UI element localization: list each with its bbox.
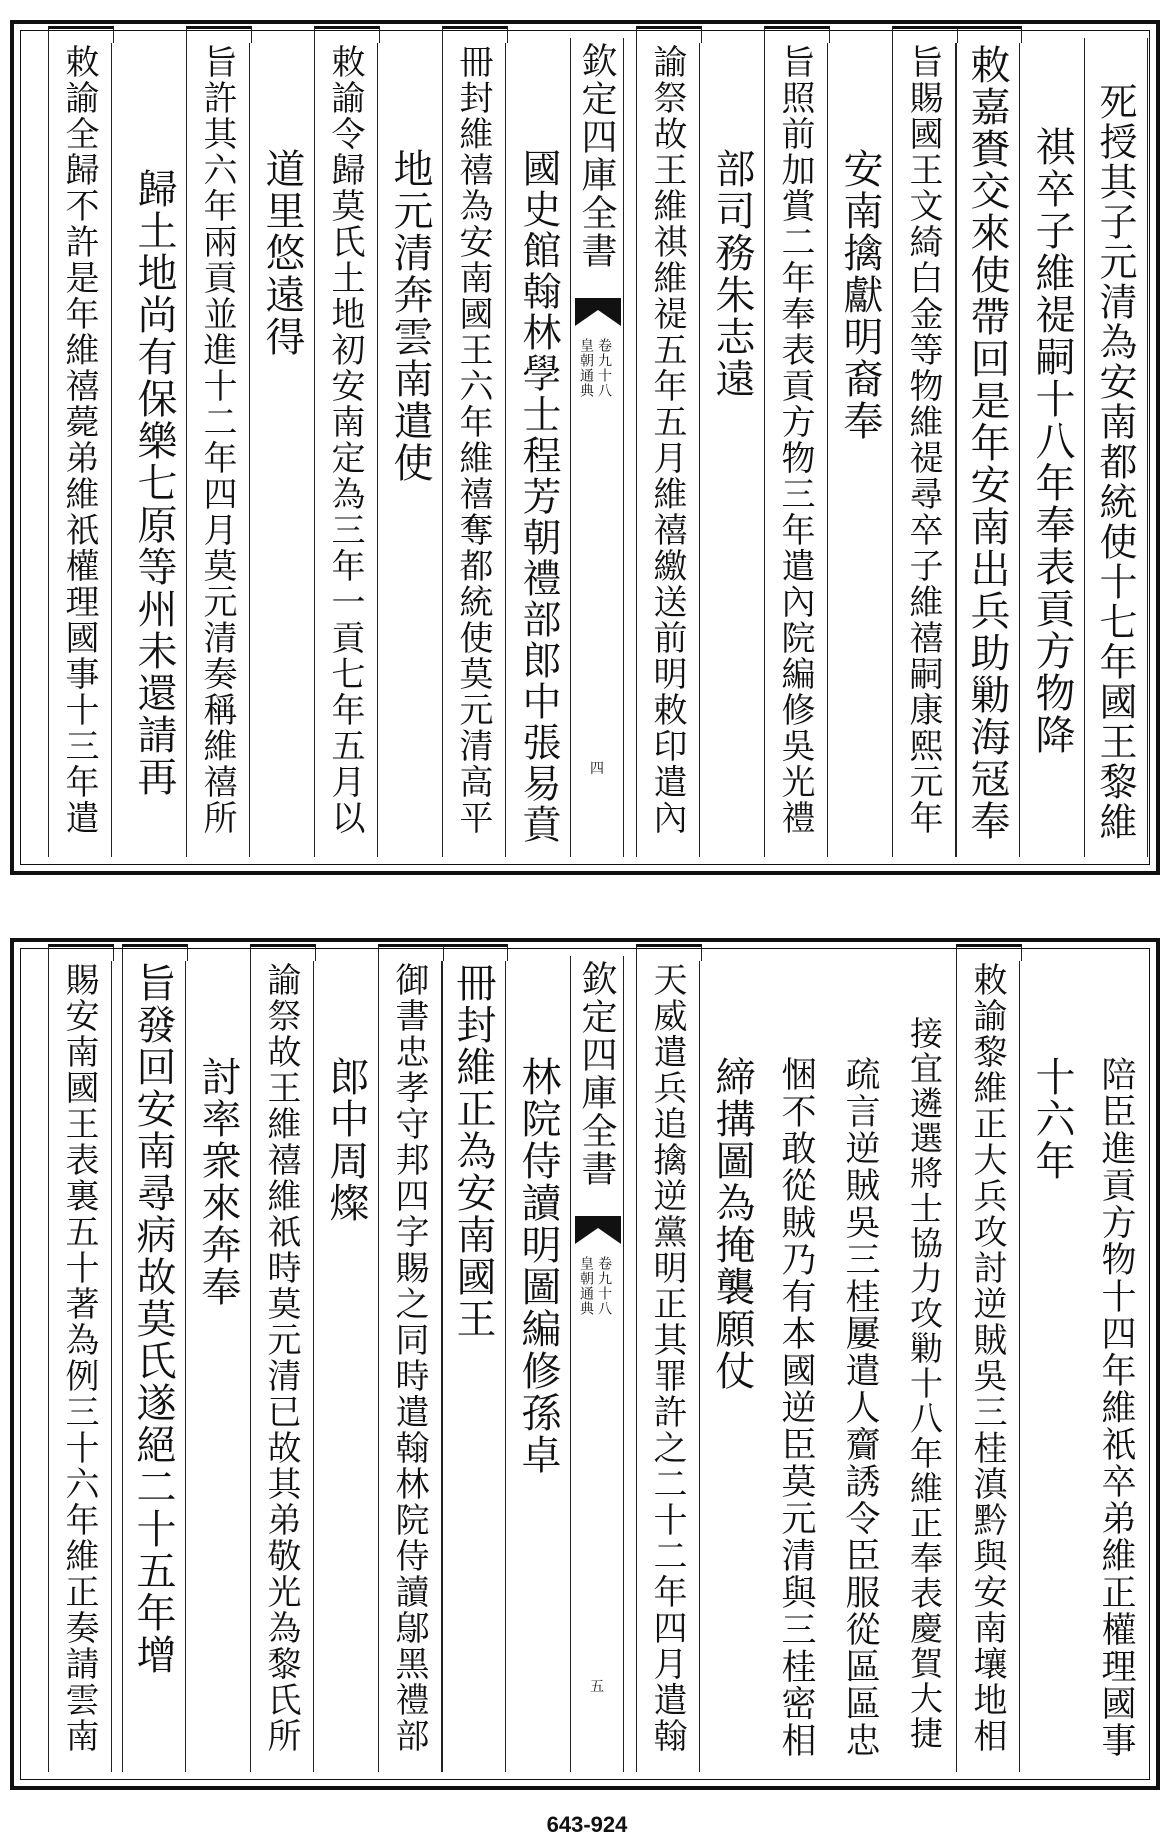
column-text: 疏言逆賊吳三桂屢遣人齎誘令臣服從區區忠 (840, 1056, 880, 1759)
column-text: 諭祭故王維祺維禔五年五月維禧繳送前明敕印遣內 (647, 44, 687, 836)
book-title: 欽定四庫全書 (576, 960, 617, 1188)
raised-column-cap (636, 944, 702, 961)
text-column (1020, 38, 1084, 857)
raised-column-cap (48, 944, 114, 961)
column-text: 悃不敢從賊乃有本國逆臣莫元清與三桂密相 (776, 1056, 816, 1759)
column-text: 安南擒獻明裔奉 (837, 148, 883, 442)
column-text: 祺卒子維禔嗣十八年奉表貢方物降 (1029, 126, 1075, 756)
text-column (828, 956, 892, 1772)
raised-column-cap (186, 26, 252, 43)
text-column-raised (122, 956, 186, 1772)
raised-column-cap (442, 26, 508, 43)
text-column-raised (48, 956, 112, 1772)
fishtail-mark-icon (575, 298, 621, 326)
text-column (828, 38, 892, 857)
column-text: 討率衆來奔奉 (195, 1056, 241, 1308)
raised-column-cap (956, 944, 1022, 961)
text-column-raised (636, 38, 700, 857)
column-text: 林院侍讀明圖編修孫卓 (515, 1056, 561, 1476)
column-text: 旨發回安南尋病故莫氏遂絕二十五年增 (130, 962, 176, 1676)
column-text: 歸土地尚有保樂七原等州未還請再 (131, 168, 177, 798)
sub-title: 皇朝通典 (578, 338, 594, 398)
column-text: 敕諭令歸莫氏土地初安南定為三年一貢七年五月以 (325, 44, 365, 836)
text-column-raised (378, 956, 442, 1772)
raised-column-cap (48, 26, 114, 43)
text-column-raised (892, 38, 956, 857)
column-text: 敕諭全歸不許是年維禧薨弟維祇權理國事十三年遣 (59, 44, 99, 836)
bottom-page (0, 918, 1174, 1800)
raised-column-cap (442, 944, 508, 961)
text-column (506, 956, 570, 1772)
leaf-number: 五 (590, 1679, 604, 1695)
leaf-number: 四 (590, 761, 604, 777)
center-fold-column (570, 38, 624, 857)
text-column (122, 38, 186, 857)
volume-label: 卷九十八 (596, 1256, 612, 1316)
top-page-frame (10, 20, 1160, 875)
text-column (1084, 38, 1148, 857)
center-fold-column (570, 956, 624, 1772)
column-text: 陪臣進貢方物十四年維祇卒弟維正權理國事 (1096, 1056, 1136, 1759)
column-text: 地元清奔雲南遣使 (387, 148, 433, 484)
column-text: 敕諭黎維正大兵攻討逆賊吳三桂滇黔與安南壤地相 (967, 962, 1007, 1754)
column-text: 諭祭故王維禧維祇時莫元清已故其弟敬光為黎氏所 (261, 962, 301, 1754)
text-column (700, 956, 764, 1772)
column-text: 旨許其六年兩貢並進十二年四月莫元清奏稱維禧所 (197, 44, 237, 836)
fishtail-mark-icon (575, 1216, 621, 1244)
raised-column-cap (892, 26, 958, 43)
text-column-raised (250, 956, 314, 1772)
raised-column-cap (378, 944, 444, 961)
raised-column-cap (764, 26, 830, 43)
text-column-raised (442, 956, 506, 1772)
bottom-page-frame (10, 938, 1160, 1790)
text-column (1020, 956, 1084, 1772)
page-number: 643-924 (546, 1812, 628, 1837)
raised-column-cap (956, 26, 1022, 43)
text-column-raised (636, 956, 700, 1772)
column-text: 旨照前加賞二年奉表貢方物三年遣內院編修吳光禮 (775, 44, 815, 836)
text-column (314, 956, 378, 1772)
column-text: 締搆圖為掩襲願仗 (709, 1056, 755, 1392)
text-column (506, 38, 570, 857)
book-title: 欽定四庫全書 (576, 42, 617, 270)
column-text: 國史館翰林學士程芳朝禮部郎中張易賁 (516, 148, 561, 845)
column-text: 十六年 (1029, 1056, 1075, 1182)
column-text: 御書忠孝守邦四字賜之同時遣翰林院侍讀鄔黑禮部 (389, 962, 429, 1754)
text-column (186, 956, 250, 1772)
text-column-raised (442, 38, 506, 857)
text-column (1084, 956, 1148, 1772)
raised-column-cap (122, 944, 188, 961)
column-text: 死授其子元清為安南都統使十七年國王黎維 (1093, 82, 1137, 842)
column-text: 旨賜國王文綺白金等物維禔尋卒子維禧嗣康熙元年 (903, 44, 943, 836)
column-text: 天威遣兵追擒逆黨明正其罪許之二十二年四月遣翰 (647, 962, 687, 1754)
column-text: 敕嘉賚交來使帶回是年安南出兵助勦海冦奉 (964, 44, 1010, 842)
column-text: 接宜遴選將士協力攻勦十八年維正奉表慶賀大捷 (905, 1016, 944, 1751)
column-text: 賜安南國王表裏五十著為例三十六年維正奏請雲南 (59, 962, 99, 1754)
text-column (764, 956, 828, 1772)
text-column (700, 38, 764, 857)
top-page (0, 0, 1174, 885)
text-column (250, 38, 314, 857)
text-column-raised (956, 956, 1020, 1772)
column-text: 冊封維禧為安南國王六年維禧奪都統使莫元清高平 (453, 44, 493, 836)
raised-column-cap (250, 944, 316, 961)
column-text: 道里悠遠得 (259, 148, 305, 358)
text-column-raised (314, 38, 378, 857)
raised-column-cap (636, 26, 702, 43)
text-column-raised (48, 38, 112, 857)
column-text: 冊封維正為安南國王 (450, 962, 496, 1340)
text-column-raised (956, 38, 1020, 857)
column-text: 郎中周燦 (323, 1056, 369, 1224)
volume-label: 卷九十八 (596, 338, 612, 398)
raised-column-cap (314, 26, 380, 43)
column-text: 部司務朱志遠 (709, 148, 755, 400)
text-column-raised (764, 38, 828, 857)
text-column-raised (186, 38, 250, 857)
text-column (378, 38, 442, 857)
text-column (892, 956, 956, 1772)
sub-title: 皇朝通典 (578, 1256, 594, 1316)
